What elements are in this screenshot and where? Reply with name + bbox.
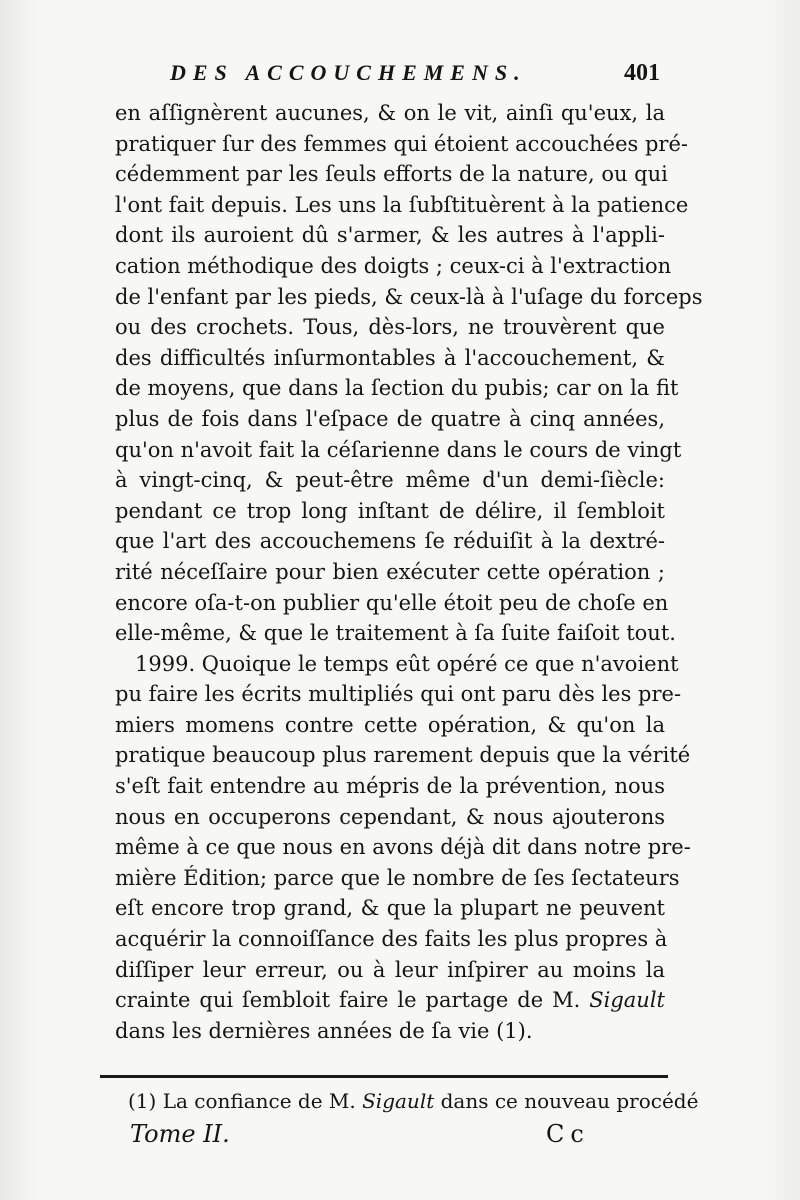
text-line: à vingt-cinq, & peut-être même d'un demi-ſiècle: <box>115 468 665 493</box>
footnote-divider <box>100 1075 668 1078</box>
text-line: plus de fois dans l'eſpace de quatre à cinq années, <box>115 406 665 431</box>
text-line: ou des crochets. Tous, dès-lors, ne trouvèrent que <box>115 315 665 340</box>
page-number: 401 <box>624 60 660 86</box>
text-line: pendant ce trop long inſtant de délire, il ſembloit <box>115 498 665 523</box>
text-line: pratiquer ſur des femmes qui étoient accouchées pré- <box>115 131 688 156</box>
footnote <box>128 1088 699 1114</box>
footnote-prefix: (1) La confiance de M. <box>128 1089 356 1113</box>
volume-mark: Tome II. <box>130 1120 230 1148</box>
text-line: pratique beaucoup plus rarement depuis que la vérité <box>115 743 691 768</box>
text-line-with-name <box>115 985 665 1016</box>
text-line: mière Édition; parce que le nombre de ſes ſectateurs <box>115 865 680 890</box>
text-line: dans les dernières années de ſa vie (1). <box>115 1018 533 1043</box>
text-line: même à ce que nous en avons déjà dit dans notre pre- <box>115 835 691 860</box>
text-line: diſſiper leur erreur, ou à leur inſpirer au moins la <box>115 957 665 982</box>
footnote-author-name: Sigault <box>362 1089 435 1113</box>
text-line: dont ils auroient dû s'armer, & les autres à l'appli- <box>115 223 665 248</box>
text-line: en aſſignèrent aucunes, & on le vit, ainſi qu'eux, la <box>115 101 665 125</box>
signature-mark: Cc <box>546 1120 590 1148</box>
text-line: s'eſt fait entendre au mépris de la prévention, nous <box>115 774 665 799</box>
text-line: acquérir la connoiſſance des faits les plus propres à <box>115 927 668 952</box>
text-line: des difficultés inſurmontables à l'accouchement, & <box>115 345 665 370</box>
line-text: crainte qui ſembloit faire le partage de M. <box>115 988 581 1013</box>
author-name: Sigault <box>589 988 665 1013</box>
text-line: elle-même, & que le traitement à ſa ſuite faiſoit tout. <box>115 621 676 646</box>
text-line: l'ont fait depuis. Les uns la ſubſtituèrent à la patience <box>115 192 689 217</box>
paragraph-start-line: 1999. Quoique le temps eût opéré ce que n'avoient <box>135 651 679 676</box>
body-text <box>115 98 703 1046</box>
running-head <box>170 60 660 90</box>
text-line: cédemment par les ſeuls efforts de la nature, ou qui <box>115 162 668 187</box>
text-line: eſt encore trop grand, & que la plupart ne peuvent <box>115 896 665 921</box>
text-line: de moyens, que dans la ſection du pubis; car on la fit <box>115 376 679 401</box>
text-line: encore oſa-t-on publier qu'elle étoit peu de choſe en <box>115 590 669 615</box>
footnote-suffix: dans ce nouveau procédé <box>440 1089 699 1113</box>
text-line: pu faire les écrits multipliés qui ont paru dès les pre- <box>115 682 682 707</box>
running-title: DES ACCOUCHEMENS. <box>170 60 527 85</box>
text-line: rité néceſſaire pour bien exécuter cette opération ; <box>115 559 665 584</box>
text-line: miers momens contre cette opération, & qu'on la <box>115 712 665 737</box>
text-line: que l'art des accouchemens ſe réduiſit à la dextré- <box>115 529 665 554</box>
text-line: cation méthodique des doigts ; ceux-ci à l'extraction <box>115 253 672 278</box>
text-line: nous en occuperons cependant, & nous ajouterons <box>115 804 665 829</box>
text-line: de l'enfant par les pieds, & ceux-là à l'uſage du forceps <box>115 284 703 309</box>
text-line: qu'on n'avoit fait la céſarienne dans le cours de vingt <box>115 437 682 462</box>
